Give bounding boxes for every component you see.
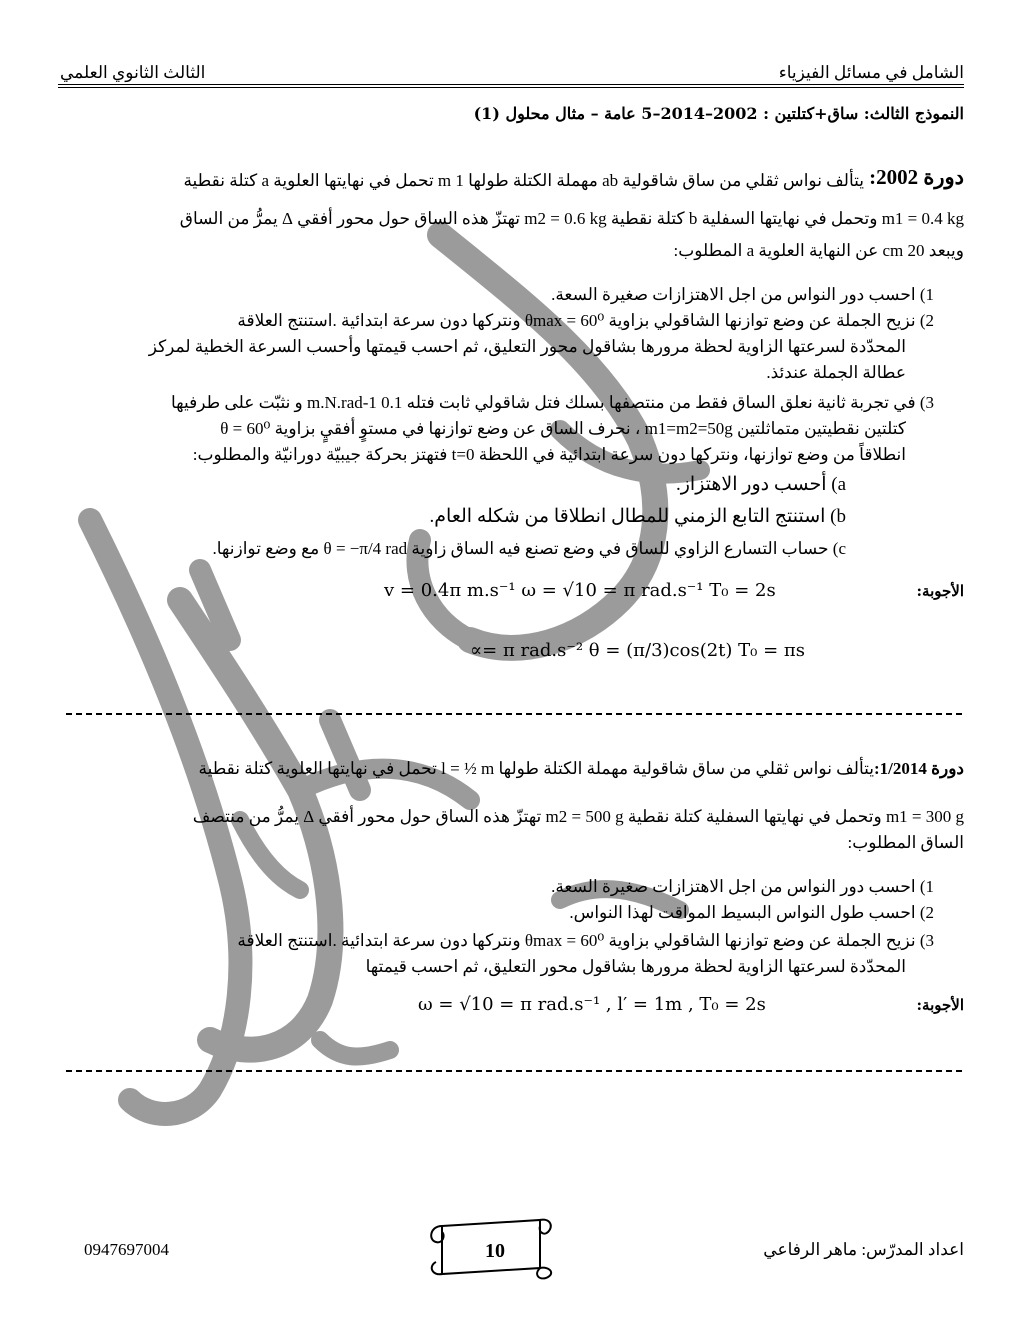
section2-question2: 2) احسب طول النواس البسيط المواقت لهذا النواس.: [569, 903, 934, 922]
header-rule: [58, 84, 964, 85]
section1-intro-line3: ويبعد 20 cm عن النهاية العلوية a المطلوب:: [673, 241, 964, 260]
page-number: 10: [485, 1240, 505, 1262]
section2-question3-line2: المحدّدة لسرعتها الزاوية لحظة مرورها بشاقول محور التعليق، ثم احسب قيمتها: [365, 957, 906, 976]
section-separator-2: [66, 1070, 962, 1072]
section1-answer-line2: ∝= π rad.s⁻² θ = (π/3)cos(2t) T₀ = πs: [470, 640, 805, 661]
section2-intro-line1: يتألف نواس ثقلي من ساق شاقولية مهملة الكتلة طولها l = ½ m تحمل في نهايتها العلوية كتلة نقطية: [198, 759, 874, 778]
model-title: النموذج الثالث: ساق+كتلتين : 2002–2014–5 عامة – مثال محلول (1): [473, 104, 964, 123]
section1-answer-label: الأجوبة:: [916, 582, 964, 600]
section1-intro-line2: m1 = 0.4 kg وتحمل في نهايتها السفلية b كتلة نقطية m2 = 0.6 kg تهتزّ هذه الساق حول محور أفقي Δ يمرُّ من الساق: [179, 209, 964, 228]
section1-intro-line1: يتألف نواس ثقلي من ساق شاقولية ab مهملة الكتلة طولها 1 m تحمل في نهايتها العلوية a كتلة نقطية: [183, 171, 864, 190]
section1-question3c: c) حساب التسارع الزاوي للساق في وضع تصنع فيه الساق زاوية θ = −π/4 rad مع وضع توازنها.: [212, 539, 846, 558]
section2-question3-line1: 3) نزيح الجملة عن وضع توازنها الشاقولي بزاوية θmax = 60⁰ ونتركها دون سرعة ابتدائية .استنتج العلاقة: [237, 931, 934, 950]
header-book-title: الشامل في مسائل الفيزياء: [778, 63, 964, 82]
header-rule-double: [58, 87, 964, 88]
section1-question2-line2: المحدّدة لسرعتها الزاوية لحظة مرورها بشاقول محور التعليق، ثم احسب قيمتها وأحسب السرعة الخطية لمركز: [148, 337, 906, 356]
section2-intro-line2: m1 = 300 g وتحمل في نهايتها السفلية كتلة نقطية m2 = 500 g تهتزّ هذه الساق حول محور أفقي Δ يمرُّ من منتصف: [192, 807, 964, 826]
section1-question3-line3: انطلاقاً من وضع توازنها، ونتركها دون سرعة ابتدائية في اللحظة t=0 فتهتز بحركة جيبيّة دورانيّة والمطلوب:: [192, 445, 906, 464]
section1-question2-line3: عطالة الجملة عندئذ.: [766, 363, 906, 382]
section2-question1: 1) احسب دور النواس من اجل الاهتزازات صغيرة السعة.: [551, 877, 934, 896]
section2-intro-line3: الساق المطلوب:: [847, 833, 964, 852]
section2-answer-line1: ω = √10 = π rad.s⁻¹ , l′ = 1m , T₀ = 2s: [418, 994, 766, 1015]
section1-question1: 1) احسب دور النواس من اجل الاهتزازات صغيرة السعة.: [551, 285, 934, 304]
section2-heading: دورة 1/2014:: [873, 759, 964, 778]
footer-phone: 0947697004: [84, 1240, 169, 1259]
section1-question3a: a) أحسب دور الاهتزاز.: [675, 474, 846, 495]
section1-question3-line1: 3) في تجربة ثانية نعلق الساق فقط من منتصفها بسلك فتل شاقولي ثابت فتله 0.1 m.N.rad-1 و نثبّت على طرفيها: [171, 393, 934, 412]
section1-heading: دورة 2002:: [869, 165, 964, 189]
section2-answer-label: الأجوبة:: [916, 996, 964, 1014]
section1-question2-line1: 2) نزيح الجملة عن وضع توازنها الشاقولي بزاوية θmax = 60⁰ ونتركها دون سرعة ابتدائية .استنتج العلاقة: [237, 311, 934, 330]
section-separator: [66, 713, 962, 715]
section1-question3b: b) استنتج التابع الزمني للمطال انطلاقا من شكله العام.: [429, 506, 846, 527]
footer-author: اعداد المدرّس: ماهر الرفاعي: [763, 1240, 964, 1259]
header-grade: الثالث الثانوي العلمي: [60, 63, 206, 82]
section1-question3-line2: كتلتين نقطيتين متماثلتين m1=m2=50g ، نحرف الساق عن وضع توازنها في مستوٍ أفقيٍ بزاوية θ = 60⁰: [220, 419, 906, 438]
section1-answer-line1: v = 0.4π m.s⁻¹ ω = √10 = π rad.s⁻¹ T₀ = 2s: [384, 580, 776, 601]
